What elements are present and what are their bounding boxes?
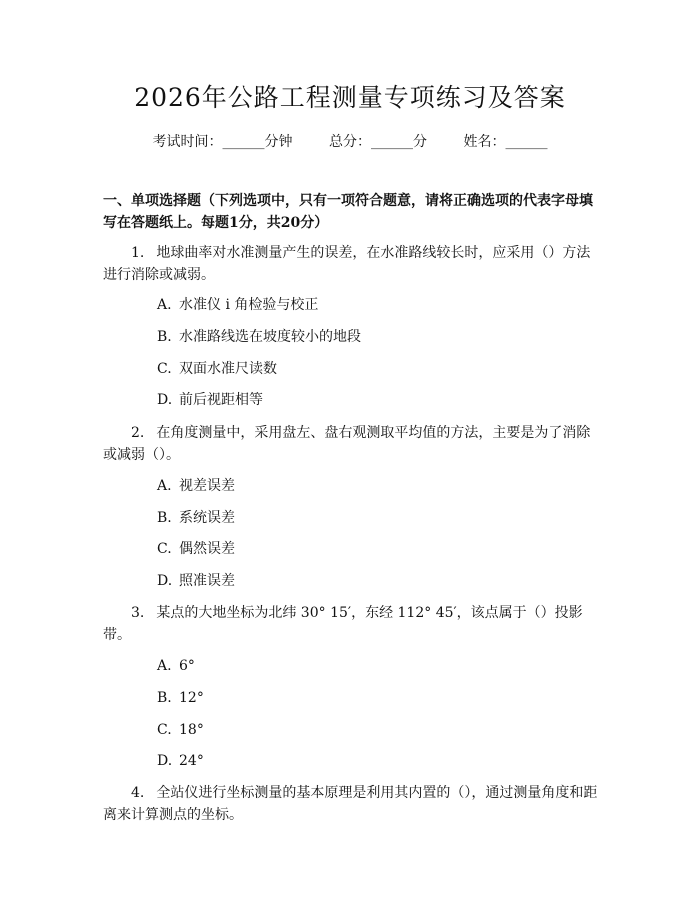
option-text: 偶然误差 bbox=[179, 541, 235, 557]
option-letter: B. bbox=[157, 690, 172, 706]
option-text: 照准误差 bbox=[179, 573, 235, 589]
question-1-option-b bbox=[157, 327, 361, 347]
question-2-option-c bbox=[157, 539, 235, 559]
option-letter: D. bbox=[157, 753, 173, 769]
question-text: 在角度测量中，采用盘左、盘右观测取平均值的方法，主要是为了消除或减弱（）。 bbox=[103, 425, 591, 463]
option-text: 双面水准尺读数 bbox=[179, 361, 277, 377]
option-text: 6° bbox=[179, 658, 195, 674]
question-3-option-a bbox=[157, 656, 195, 676]
exam-score: 总分：______分 bbox=[329, 134, 427, 150]
option-letter: B. bbox=[157, 510, 172, 526]
option-text: 12° bbox=[179, 690, 204, 706]
question-2-option-d bbox=[157, 571, 235, 591]
option-text: 视差误差 bbox=[179, 478, 235, 494]
question-3-option-b bbox=[157, 688, 204, 708]
option-letter: B. bbox=[157, 329, 172, 345]
option-letter: A. bbox=[157, 297, 172, 313]
section-heading: 一、单项选择题（下列选项中，只有一项符合题意，请将正确选项的代表字母填写在答题纸上。每题1分，共20分） bbox=[103, 193, 593, 231]
question-text: 全站仪进行坐标测量的基本原理是利用其内置的（），通过测量角度和距离来计算测点的坐标。 bbox=[103, 785, 598, 823]
option-text: 水准路线选在坡度较小的地段 bbox=[179, 329, 361, 345]
option-letter: A. bbox=[157, 478, 172, 494]
exam-name: 姓名：______ bbox=[463, 134, 548, 150]
option-letter: A. bbox=[157, 658, 172, 674]
question-number: 3. bbox=[131, 605, 145, 621]
question-text: 某点的大地坐标为北纬 30° 15′，东经 112° 45′，该点属于（）投影带。 bbox=[103, 605, 583, 643]
option-letter: D. bbox=[157, 392, 173, 408]
document-title: 2026年公路工程测量专项练习及答案 bbox=[134, 83, 566, 112]
question-1-option-a bbox=[157, 295, 318, 315]
option-letter: D. bbox=[157, 573, 173, 589]
question-3-option-d bbox=[157, 751, 204, 771]
option-text: 18° bbox=[179, 722, 204, 738]
question-3-option-c bbox=[157, 720, 204, 740]
option-letter: C. bbox=[157, 722, 172, 738]
option-text: 24° bbox=[179, 753, 204, 769]
option-letter: C. bbox=[157, 541, 172, 557]
question-number: 1. bbox=[131, 245, 145, 261]
question-number: 4. bbox=[131, 785, 145, 801]
exam-time: 考试时间：______分钟 bbox=[152, 134, 293, 150]
question-1-option-c bbox=[157, 359, 277, 379]
question-text: 地球曲率对水准测量产生的误差，在水准路线较长时，应采用（）方法进行消除或减弱。 bbox=[103, 245, 591, 283]
option-text: 系统误差 bbox=[179, 510, 235, 526]
question-2-option-a bbox=[157, 476, 235, 496]
question-1 bbox=[103, 242, 600, 286]
question-1-option-d bbox=[157, 390, 263, 410]
question-4 bbox=[103, 782, 600, 826]
option-letter: C. bbox=[157, 361, 172, 377]
option-text: 水准仪 i 角检验与校正 bbox=[179, 297, 319, 313]
question-2-option-b bbox=[157, 508, 235, 528]
question-2 bbox=[103, 422, 600, 466]
question-3 bbox=[103, 602, 600, 646]
exam-meta bbox=[0, 132, 700, 152]
question-number: 2. bbox=[131, 425, 145, 441]
option-text: 前后视距相等 bbox=[179, 392, 263, 408]
